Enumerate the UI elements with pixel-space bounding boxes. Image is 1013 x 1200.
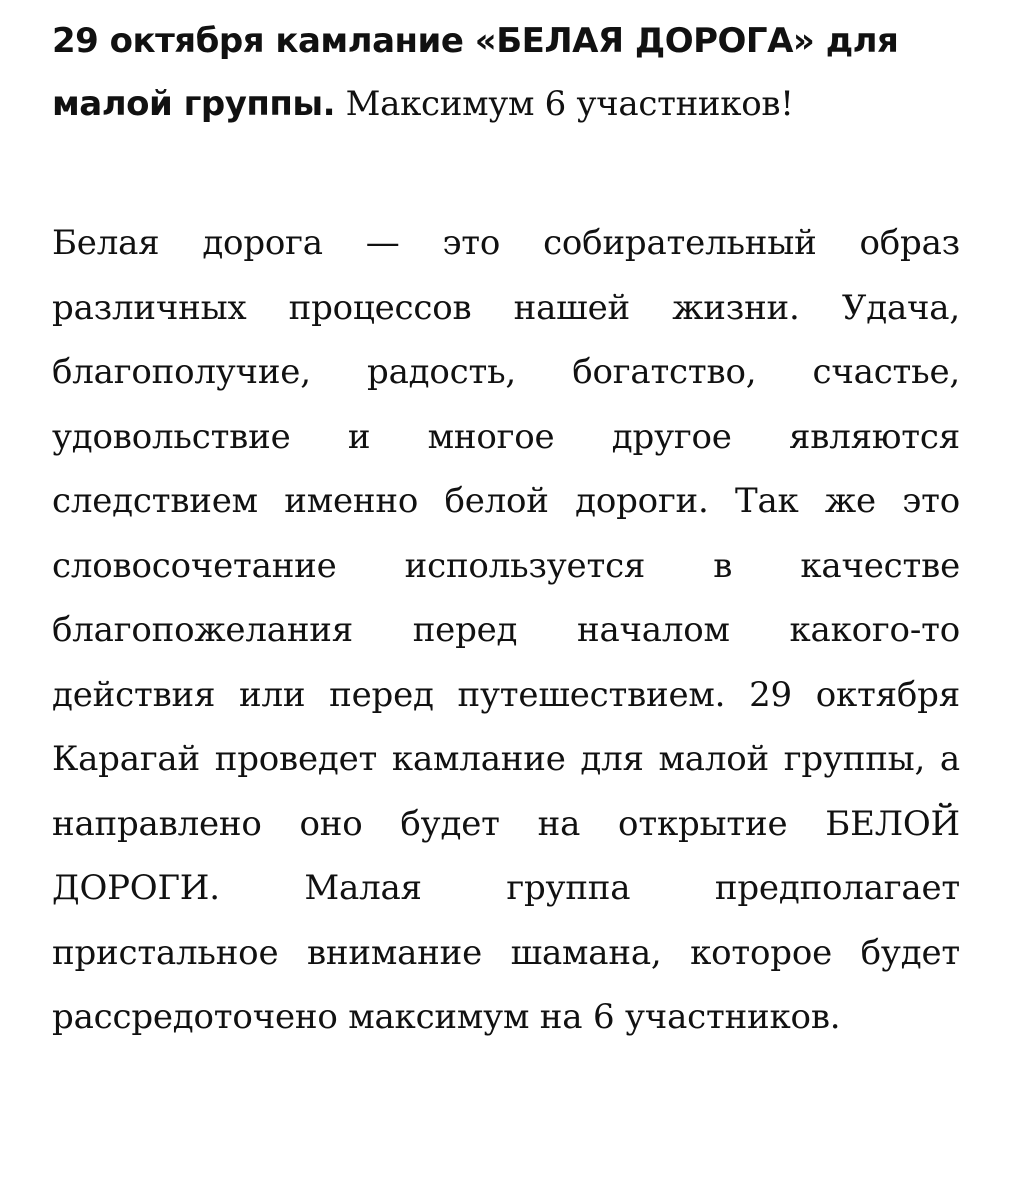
post-headline	[52, 10, 960, 136]
headline-bold-text: 29 октября камлание «БЕЛАЯ ДОРОГА» для малой группы.	[52, 21, 899, 124]
post-article	[52, 10, 960, 1050]
post-body-paragraph: Белая дорога — это собирательный образ различных процессов нашей жизни. Удача, благополучие, радость, богатство, счастье, удовольствие и многое другое являются следствием именно белой дороги. Так же это словосочетание используется в качестве благопожелания перед началом какого-то действия или перед путешествием. 29 октября Карагай проведет камлание для малой группы, а направлено оно будет на открытие БЕЛОЙ ДОРОГИ. Малая группа предполагает пристальное внимание шамана, которое будет рассредоточено максимум на 6 участников.	[52, 223, 960, 1037]
headline-regular-text: Максимум 6 участников!	[335, 84, 794, 124]
